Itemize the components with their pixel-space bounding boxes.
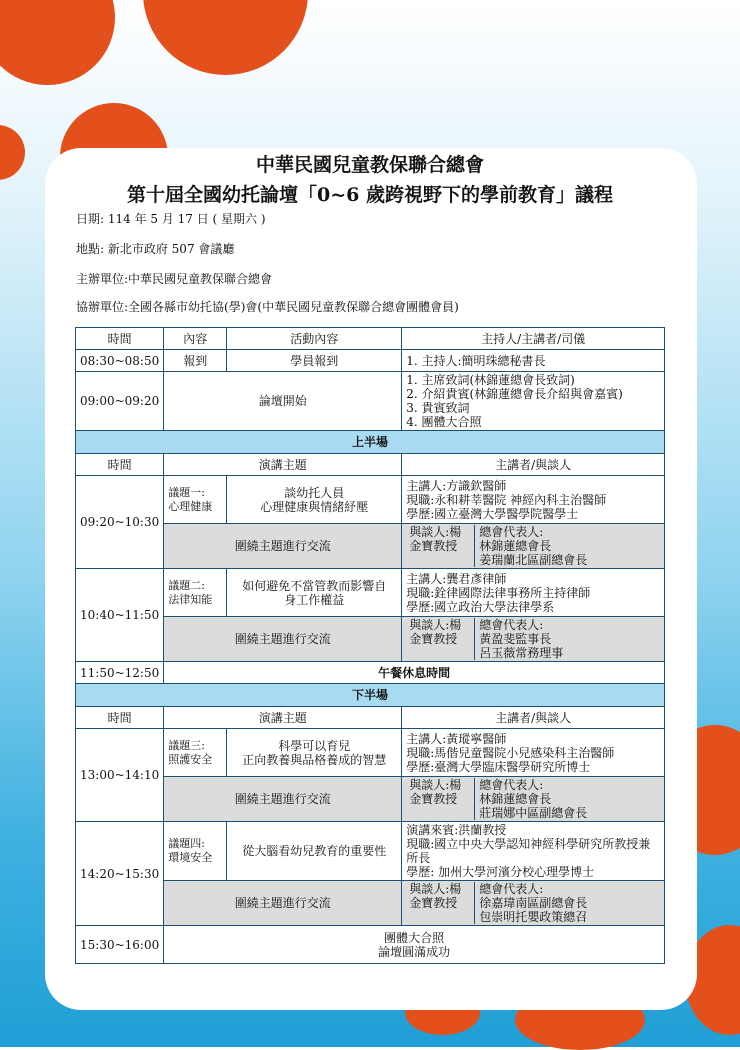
event-place: 地點: 新北市政府 507 會議廳	[76, 242, 235, 256]
topic-title: 如何避免不當管教而影響自 身工作權益	[227, 569, 402, 617]
topic-label: 議題二: 法律知能	[164, 569, 227, 617]
exchange-label: 圍繞主題進行交流	[164, 524, 402, 569]
table-header-row	[76, 328, 665, 350]
header-activity: 活動內容	[227, 328, 402, 350]
topic-label: 議題三: 照護安全	[164, 729, 227, 777]
event-date: 日期: 114 年 5 月 17 日 ( 星期六 )	[76, 212, 266, 226]
speaker-info: 演講來賓:洪蘭教授 現職:國立中央大學認知神經科學研究所教授兼所長 學歷: 加州大學河濱分校心理學博士	[402, 822, 665, 881]
exchange-label: 圍繞主題進行交流	[164, 881, 402, 926]
table-row	[76, 476, 665, 524]
forum-title: 第十屆全國幼托論壇「0~6 歲跨視野下的學前教育」議程	[127, 184, 613, 206]
org-title: 中華民國兒童教保聯合總會	[255, 154, 484, 176]
topic-title: 從大腦看幼兒教育的重要性	[227, 822, 402, 881]
exchange-label: 圍繞主題進行交流	[164, 777, 402, 822]
host-line: 4. 團體大合照	[406, 415, 482, 429]
table-row	[76, 617, 665, 662]
table-row	[76, 372, 665, 431]
closing: 團體大合照 論壇圓滿成功	[164, 926, 665, 964]
event-cohost: 協辦單位:全國各縣市幼托協(學)會(中華民國兒童教保聯合總會團體會員)	[76, 300, 459, 314]
section-morning: 上半場	[76, 431, 665, 454]
panel-info: 與談人:楊金寶教授 總會代表人: 林錦蓮總會長 莊瑞娜中區副總會長	[402, 777, 665, 822]
speaker-info: 主講人:方識欽醫師 現職:永和耕莘醫院 神經內科主治醫師 學歷:國立臺灣大學醫學院醫學士	[402, 476, 665, 524]
speaker-info: 主講人:龔君彥律師 現職:銓律國際法律事務所主持律師 學歷:國立政治大學法律學系	[402, 569, 665, 617]
header-topic: 演講主題	[164, 707, 402, 729]
row-host: 1. 主持人:簡明珠總秘書長	[402, 350, 665, 372]
topic-title: 科學可以育兒 正向教養與品格養成的智慧	[227, 729, 402, 777]
event-host: 主辦單位:中華民國兒童教保聯合總會	[76, 272, 273, 286]
header-topic: 演講主題	[164, 454, 402, 476]
agenda-table	[75, 327, 665, 964]
panelist: 與談人:楊金寶教授	[406, 778, 475, 820]
topic-title: 談幼托人員 心理健康與情緒紓壓	[227, 476, 402, 524]
topic-label: 議題一: 心理健康	[164, 476, 227, 524]
row-time: 09:20~10:30	[76, 476, 164, 569]
table-row	[76, 350, 665, 372]
table-row	[76, 822, 665, 881]
header-time: 時間	[76, 328, 164, 350]
panelist: 與談人:楊金寶教授	[406, 882, 475, 924]
panel-info: 與談人:楊金寶教授 總會代表人: 徐嘉瑋南區副總會長 包崇明托嬰政策總召	[402, 881, 665, 926]
table-row	[76, 881, 665, 926]
table-row	[76, 662, 665, 684]
panelist: 與談人:楊金寶教授	[406, 525, 475, 567]
table-header-row	[76, 707, 665, 729]
row-host	[402, 372, 665, 431]
exchange-label: 圍繞主題進行交流	[164, 617, 402, 662]
table-row	[76, 926, 665, 964]
header-time: 時間	[76, 707, 164, 729]
row-activity: 學員報到	[227, 350, 402, 372]
decor-circle	[143, 0, 308, 75]
table-row	[76, 524, 665, 569]
panel-info: 與談人:楊金寶教授 總會代表人: 林錦蓮總會長 姜瑞蘭北區副總會長	[402, 524, 665, 569]
topic-label: 議題四: 環境安全	[164, 822, 227, 881]
header-time: 時間	[76, 454, 164, 476]
row-time: 11:50~12:50	[76, 662, 164, 684]
table-row	[76, 569, 665, 617]
panelist: 與談人:楊金寶教授	[406, 618, 475, 660]
row-time: 14:20~15:30	[76, 822, 164, 926]
row-activity: 論壇開始	[164, 372, 402, 431]
row-time: 10:40~11:50	[76, 569, 164, 662]
header-speaker: 主講者/與談人	[402, 454, 665, 476]
speaker-info: 主講人:黃瑽寧醫師 現職:馬偕兒童醫院小兒感染科主治醫師 學歷:臺灣大學臨床醫學研究所博士	[402, 729, 665, 777]
lunch-break: 午餐休息時間	[164, 662, 665, 684]
header-host: 主持人/主講者/司儀	[402, 328, 665, 350]
row-time: 15:30~16:00	[76, 926, 164, 964]
row-time: 13:00~14:10	[76, 729, 164, 822]
host-line: 1. 主席致詞(林錦蓮總會長致詞)	[406, 373, 575, 387]
decor-circle	[0, 0, 115, 85]
header-speaker: 主講者/與談人	[402, 707, 665, 729]
row-time: 09:00~09:20	[76, 372, 164, 431]
row-content: 報到	[164, 350, 227, 372]
host-line: 2. 介紹貴賓(林錦蓮總會長介紹與會嘉賓)	[406, 387, 623, 401]
host-line: 3. 貴賓致詞	[406, 401, 470, 415]
table-row	[76, 777, 665, 822]
section-afternoon: 下半場	[76, 684, 665, 707]
panel-info: 與談人:楊金寶教授 總會代表人: 黃盈斐監事長 呂玉薇常務理事	[402, 617, 665, 662]
header-content: 內容	[164, 328, 227, 350]
table-row	[76, 729, 665, 777]
row-time: 08:30~08:50	[76, 350, 164, 372]
table-header-row	[76, 454, 665, 476]
